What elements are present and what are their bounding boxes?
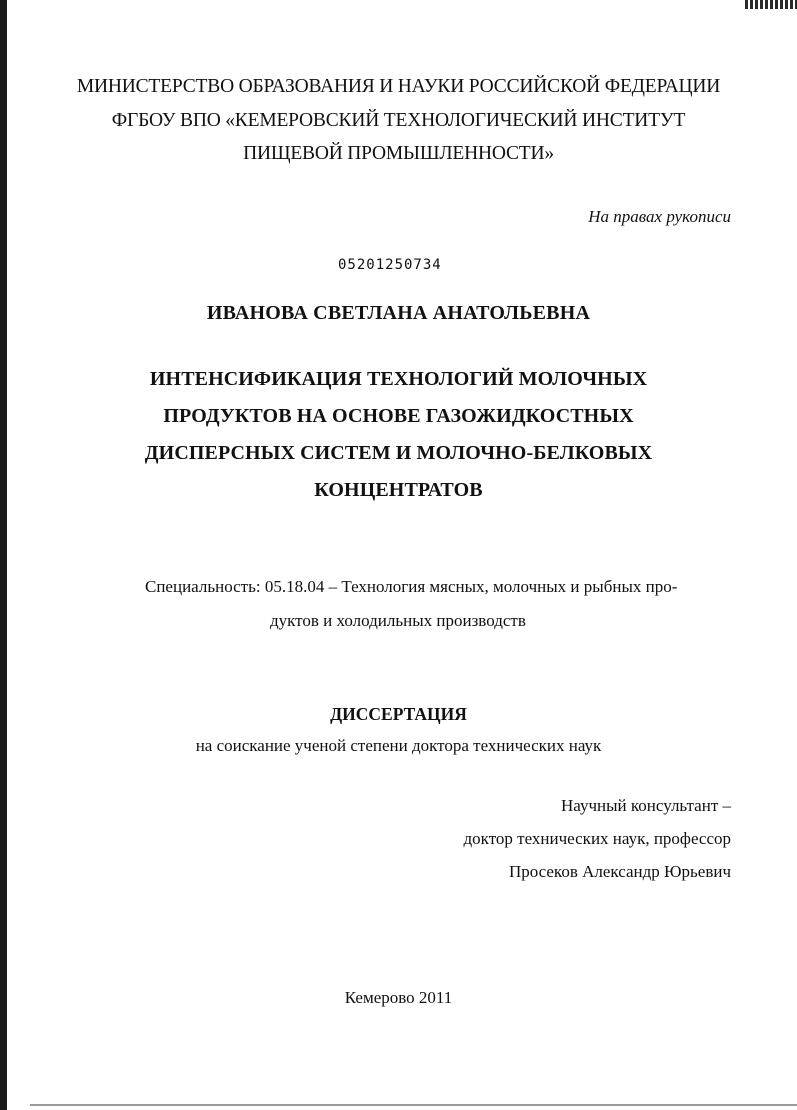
specialty-line-1: Специальность: 05.18.04 – Технология мясных, молочных и рыбных про-	[145, 577, 678, 596]
institute-line-2: ПИЩЕВОЙ ПРОМЫШЛЕННОСТИ»	[243, 143, 554, 164]
title-line-1: ИНТЕНСИФИКАЦИЯ ТЕХНОЛОГИЙ МОЛОЧНЫХ	[149, 368, 648, 390]
dissertation-heading: ДИССЕРТАЦИЯ	[330, 704, 467, 724]
dissertation-subtitle: на соискание ученой степени доктора технических наук	[195, 736, 602, 755]
title-line-2: ПРОДУКТОВ НА ОСНОВЕ ГАЗОЖИДКОСТНЫХ	[163, 405, 634, 427]
scan-edge-bottom	[30, 1104, 797, 1106]
consultant-name: Просеков Александр Юрьевич	[508, 862, 731, 881]
title-line-3: ДИСПЕРСНЫХ СИСТЕМ И МОЛОЧНО-БЕЛКОВЫХ	[144, 442, 653, 464]
scan-edge-left	[0, 0, 7, 1110]
title-line-4: КОНЦЕНТРАТОВ	[314, 479, 483, 501]
specialty-line-2: дуктов и холодильных производств	[270, 611, 526, 630]
manuscript-note: На правах рукописи	[588, 207, 731, 226]
author-name: ИВАНОВА СВЕТЛАНА АНАТОЛЬЕВНА	[206, 302, 591, 324]
scan-edge-top	[745, 0, 797, 9]
consultant-degree: доктор технических наук, профессор	[463, 829, 731, 848]
ministry-line: МИНИСТЕРСТВО ОБРАЗОВАНИЯ И НАУКИ РОССИЙСКОЙ ФЕДЕРАЦИИ	[76, 76, 721, 97]
catalog-number: 05201250734	[338, 257, 442, 273]
consultant-role: Научный консультант –	[561, 796, 731, 815]
place-year: Кемерово 2011	[344, 988, 453, 1007]
institute-line: ФГБОУ ВПО «КЕМЕРОВСКИЙ ТЕХНОЛОГИЧЕСКИЙ ИНСТИТУТ	[111, 110, 686, 131]
